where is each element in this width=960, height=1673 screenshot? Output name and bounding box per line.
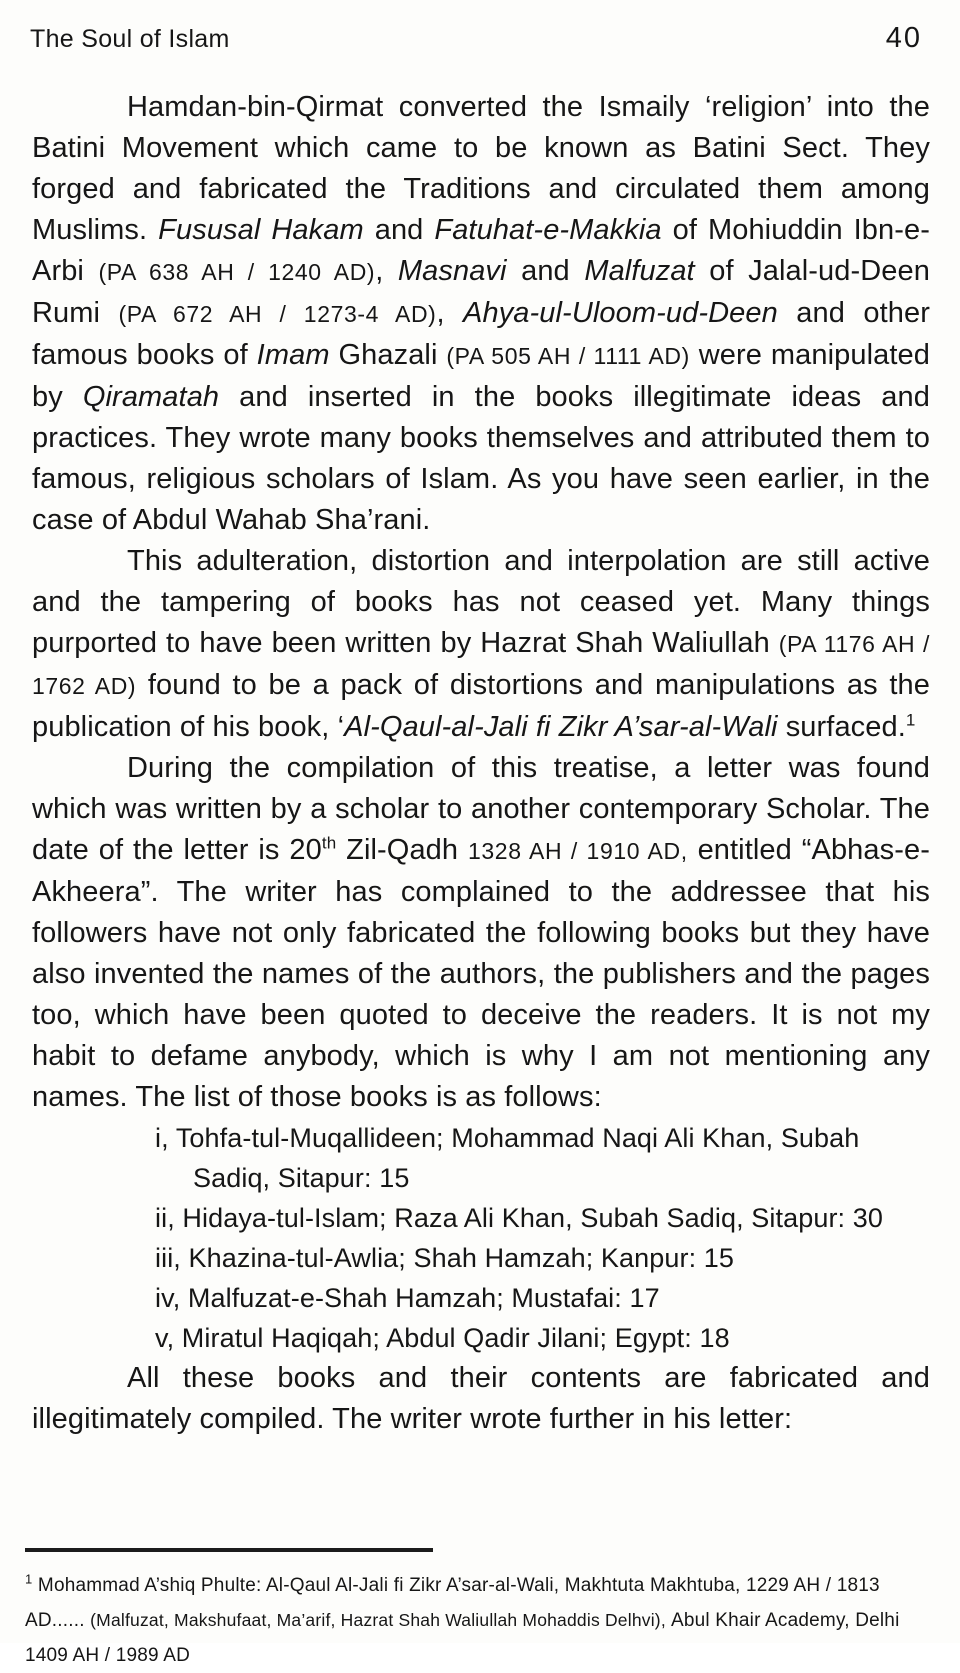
footnote-marker: 1 — [25, 1571, 33, 1587]
footnote-separator-rule — [25, 1548, 433, 1552]
footnote-area — [25, 1548, 935, 1673]
date-annotation-run: (PA 505 AH / 1111 AD) — [446, 343, 690, 369]
text-run: and inserted in the books illegitimate ideas and practices. They wrote many books themselves and attributed them to famous, religious scholars of Islam. As you have seen earlier, in the case of Abdul Wahab Sha’rani. — [32, 381, 930, 536]
text-run: entitled “Abhas-e-Akheera”. The writer has complained to the addressee that his followers have not only fabricated the following books but they have also invented the names of the authors, the publishers and the pages too, which have been quoted to deceive the readers. It is not my habit to defame anybody, which is why I am not mentioning any names. The list of those books is as follows: — [32, 834, 930, 1113]
text-run: , — [436, 297, 464, 329]
text-run: were manipulated by — [32, 339, 931, 413]
running-header — [0, 0, 960, 55]
paragraph-1 — [32, 87, 930, 541]
footnote-run: Abul Khair Academy, Delhi 1409 AH / 1989 AD — [25, 1610, 900, 1666]
italic-book-title-run: Masnavi — [397, 255, 507, 287]
book-title: The Soul of Islam — [30, 25, 230, 53]
page-body — [0, 87, 960, 1440]
text-run: and — [506, 255, 585, 287]
text-run: found to be a pack of distortions and manipulations as the publication of his book, ‘ — [32, 669, 930, 743]
italic-term-run: Qiramatah — [82, 381, 220, 413]
paragraph-3 — [32, 748, 930, 1118]
text-run: surfaced. — [777, 711, 906, 743]
italic-book-title-run: Fususal Hakam — [158, 214, 364, 246]
italic-book-title-run: Malfuzat — [584, 255, 695, 287]
footnote-small-run: (Malfuzat, Makshufaat, Ma’arif, Hazrat Shah Waliullah Mohaddis Delhvi), — [90, 1610, 671, 1630]
footnote-reference-mark: 1 — [905, 710, 916, 730]
italic-book-title-run: Ahya-ul-Uloom-ud-Deen — [463, 297, 778, 329]
text-run: This adulteration, distortion and interpolation are still active and the tampering of books has not ceased yet. Many things purported to have been written by Hazrat Shah Waliullah — [32, 545, 930, 659]
date-annotation-run: (PA 638 AH / 1240 AD) — [98, 259, 376, 285]
text-run: During the compilation of this treatise, a letter was found which was written by a scholar to another contemporary Scholar. The date of the letter is 20 — [32, 752, 930, 866]
text-run: and — [363, 214, 435, 246]
list-item: iii, Khazina-tul-Awlia; Shah Hamzah; Kanpur: 15 — [155, 1243, 735, 1273]
text-run: Hamdan-bin-Qirmat converted the Ismaily ‘religion’ into the Batini Movement which came to be known as Batini Sect. They forged and fabricated the Traditions and circulated them among Muslims. — [32, 91, 930, 246]
text-run: Ghazali — [329, 339, 447, 371]
footnote-text — [25, 1568, 935, 1673]
date-annotation-run: (PA 1176 AH / 1762 AD) — [32, 631, 930, 699]
italic-book-title-run: Al-Qaul-al-Jali fi Zikr A’sar-al-Wali — [344, 711, 778, 743]
paragraph-2 — [32, 541, 930, 748]
text-run: , — [375, 255, 398, 287]
text-run: and other famous books of — [32, 297, 930, 371]
ordinal-superscript: th — [321, 833, 337, 853]
list-item: ii, Hidaya-tul-Islam; Raza Ali Khan, Subah Sadiq, Sitapur: 30 — [155, 1203, 883, 1233]
text-run: Zil-Qadh — [336, 834, 469, 866]
list-item: v, Miratul Haqiqah; Abdul Qadir Jilani; Egypt: 18 — [155, 1323, 730, 1353]
text-run: of Jalal-ud-Deen Rumi — [32, 255, 930, 329]
fabricated-books-list — [32, 1118, 930, 1358]
list-item: i, Tohfa-tul-Muqallideen; Mohammad Naqi Ali Khan, Subah Sadiq, Sitapur: 15 — [155, 1123, 860, 1193]
text-run: of Mohiuddin Ibn-e-Arbi — [32, 214, 931, 287]
italic-title-run: Imam — [256, 339, 330, 371]
date-annotation-run: 1328 AH / 1910 AD, — [468, 838, 688, 864]
page-number: 40 — [885, 22, 922, 54]
footnote-run: Mohammad A’shiq Phulte: Al-Qaul Al-Jali fi Zikr A’sar-al-Wali, Makhtuta Makhtuba, 1229 AH / 1813 AD...... — [25, 1575, 880, 1631]
date-annotation-run: (PA 672 AH / 1273-4 AD) — [118, 301, 437, 327]
paragraph-4 — [32, 1358, 930, 1440]
text-run: All these books and their contents are fabricated and illegitimately compiled. The writer wrote further in his letter: — [32, 1362, 930, 1435]
italic-book-title-run: Fatuhat-e-Makkia — [434, 214, 662, 246]
list-item: iv, Malfuzat-e-Shah Hamzah; Mustafai: 17 — [155, 1283, 660, 1313]
